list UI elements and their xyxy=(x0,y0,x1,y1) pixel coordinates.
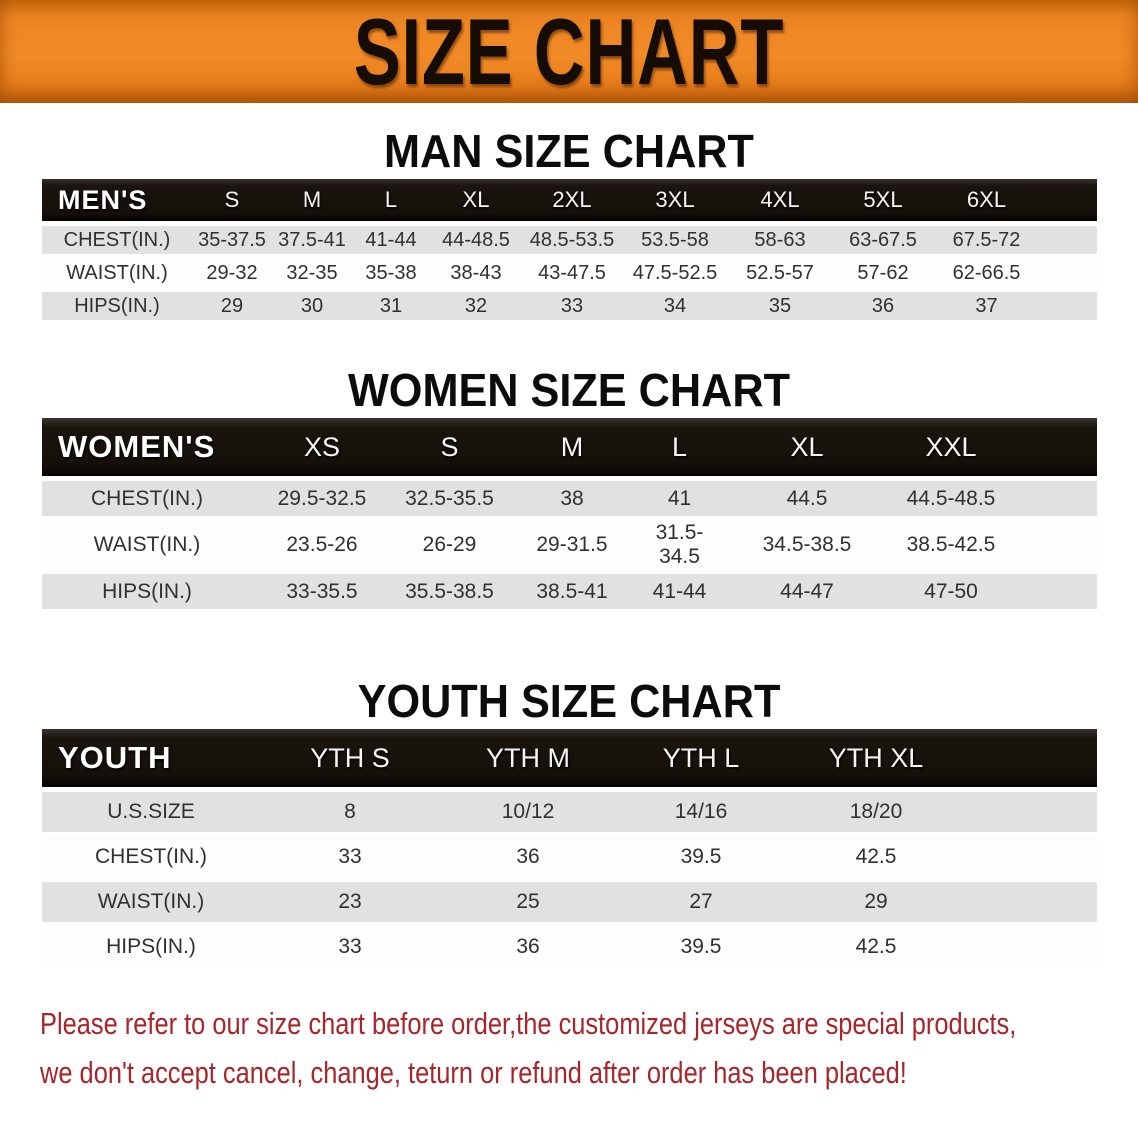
size-value-cell: 38 xyxy=(560,486,584,510)
size-value-cell: 8 xyxy=(344,800,356,823)
man-section-title: MAN SIZE CHART xyxy=(384,125,754,177)
size-column-header: YTH L xyxy=(662,742,740,773)
size-value-cell: 35-37.5 xyxy=(198,228,266,251)
size-value-cell: 23.5-26 xyxy=(286,533,358,556)
row-label: CHEST(IN.) xyxy=(91,486,203,510)
size-value-cell: 35.5-38.5 xyxy=(405,579,494,603)
spacer-cell xyxy=(966,729,1097,787)
size-value-cell: 38.5-41 xyxy=(536,579,608,603)
size-column-header: S xyxy=(224,187,240,212)
row-label: HIPS(IN.) xyxy=(106,935,196,958)
youth-group-label: YOUTH xyxy=(58,740,172,775)
size-value-cell: 36 xyxy=(516,935,540,958)
size-value-cell: 58-63 xyxy=(754,228,806,251)
size-value-cell: 47-50 xyxy=(924,579,978,603)
size-value-cell: 38.5-42.5 xyxy=(906,533,996,556)
size-value-cell: 29-32 xyxy=(206,261,258,284)
row-label: WAIST(IN.) xyxy=(93,533,201,556)
size-value-cell: 32-35 xyxy=(286,261,338,284)
size-value-cell: 33 xyxy=(560,294,584,317)
size-value-cell: 25 xyxy=(516,890,540,913)
spacer-cell xyxy=(1010,521,1097,569)
size-value-cell: 44-48.5 xyxy=(442,228,510,251)
youth-header-row xyxy=(42,729,1097,787)
size-column-header: YTH M xyxy=(486,742,570,773)
size-value-cell: 35 xyxy=(768,294,792,317)
size-value-cell: 39.5 xyxy=(680,845,722,868)
size-value-cell: 44.5 xyxy=(786,486,828,510)
banner xyxy=(0,0,1138,103)
size-value-cell: 27 xyxy=(689,890,713,913)
men-hips-row xyxy=(42,292,1097,320)
men-size-table xyxy=(42,174,1097,325)
size-column-header: L xyxy=(671,431,688,462)
size-value-cell: 63-67.5 xyxy=(849,228,917,251)
row-label: CHEST(IN.) xyxy=(63,228,171,251)
size-value-cell: 32.5-35.5 xyxy=(405,486,494,510)
size-value-cell: 52.5-57 xyxy=(746,261,814,284)
size-value-cell: 10/12 xyxy=(501,800,555,823)
size-column-header: 5XL xyxy=(863,187,903,212)
size-value-cell: 57-62 xyxy=(857,261,909,284)
size-value-cell: 41-44 xyxy=(365,228,417,251)
size-column-header: M xyxy=(302,187,322,212)
spacer-cell xyxy=(966,927,1097,967)
size-value-cell: 29.5-32.5 xyxy=(277,486,367,510)
size-value-cell: 62-66.5 xyxy=(952,261,1021,284)
size-value-cell: 30 xyxy=(300,294,324,317)
row-label: HIPS(IN.) xyxy=(74,294,160,317)
women-group-label: WOMEN'S xyxy=(58,429,216,464)
size-value-cell: 33 xyxy=(338,935,362,958)
size-value-cell: 33-35.5 xyxy=(286,579,358,603)
size-column-header: 2XL xyxy=(552,187,592,212)
men-header-row xyxy=(42,179,1097,221)
size-column-header: 4XL xyxy=(760,187,800,212)
spacer-cell xyxy=(1010,481,1097,516)
disclaimer-line-2: we don't accept cancel, change, teturn or refund after order has been placed! xyxy=(40,1055,907,1090)
size-column-header: YTH XL xyxy=(828,742,924,773)
size-value-cell: 44-47 xyxy=(780,579,834,603)
size-value-cell: 33 xyxy=(338,845,362,868)
women-section-title: WOMEN SIZE CHART xyxy=(347,364,790,416)
women-size-table xyxy=(42,413,1097,614)
size-value-cell: 36 xyxy=(871,294,895,317)
size-value-cell: 14/16 xyxy=(674,800,728,823)
size-value-cell: 67.5-72 xyxy=(952,228,1021,251)
youth-chest-row xyxy=(42,837,1097,877)
size-value-cell: 26-29 xyxy=(422,533,477,556)
size-value-cell: 37 xyxy=(975,294,998,317)
size-value-cell: 29-31.5 xyxy=(536,533,608,556)
youth-size-table xyxy=(42,724,1097,972)
size-column-header: XXL xyxy=(925,431,977,462)
size-value-cell: 32 xyxy=(464,294,488,317)
spacer-cell xyxy=(966,837,1097,877)
size-value-cell: 37.5-41 xyxy=(278,228,346,251)
banner-title: SIZE CHART xyxy=(353,0,785,104)
size-value-cell: 29 xyxy=(220,294,244,317)
size-column-header: S xyxy=(440,431,459,462)
size-value-cell: 29 xyxy=(864,890,888,913)
size-value-cell: 31 xyxy=(379,294,403,317)
row-label: HIPS(IN.) xyxy=(102,579,192,603)
spacer-cell xyxy=(1010,574,1097,609)
size-value-cell: 42.5 xyxy=(855,935,897,958)
size-column-header: M xyxy=(560,431,584,462)
row-label: WAIST(IN.) xyxy=(66,261,168,284)
women-hips-row xyxy=(42,574,1097,609)
size-value-cell: 39.5 xyxy=(680,935,722,958)
size-column-header: XL xyxy=(790,431,824,462)
size-column-header: YTH S xyxy=(310,742,390,773)
row-label: CHEST(IN.) xyxy=(95,845,207,868)
size-value-cell: 47.5-52.5 xyxy=(632,261,718,284)
size-value-cell: 42.5 xyxy=(855,845,897,868)
size-column-header: 3XL xyxy=(655,187,695,212)
size-value-cell: 31.5-34.5 xyxy=(655,521,704,568)
size-value-cell: 43-47.5 xyxy=(538,261,606,284)
size-value-cell: 44.5-48.5 xyxy=(906,486,996,510)
size-value-cell: 35-38 xyxy=(365,261,417,284)
row-label: U.S.SIZE xyxy=(107,800,195,823)
size-value-cell: 53.5-58 xyxy=(641,228,709,251)
men-waist-row xyxy=(42,259,1097,287)
size-value-cell: 36 xyxy=(516,845,540,868)
men-chest-row xyxy=(42,226,1097,254)
youth-waist-row xyxy=(42,882,1097,922)
spacer-cell xyxy=(1039,259,1097,287)
spacer-cell xyxy=(966,882,1097,922)
women-waist-row xyxy=(42,521,1097,569)
size-value-cell: 41 xyxy=(667,486,692,510)
men-group-label: MEN'S xyxy=(58,184,148,215)
spacer-cell xyxy=(966,792,1097,832)
size-column-header: L xyxy=(384,187,398,212)
spacer-cell xyxy=(1039,179,1097,221)
size-value-cell: 23 xyxy=(338,890,362,913)
youth-hips-row xyxy=(42,927,1097,967)
youth-ussize-row xyxy=(42,792,1097,832)
women-header-row xyxy=(42,418,1097,476)
size-column-header: XL xyxy=(462,187,490,212)
size-value-cell: 34.5-38.5 xyxy=(762,533,852,556)
size-column-header: XS xyxy=(303,431,341,462)
disclaimer-line-1: Please refer to our size chart before order,the customized jerseys are special products, xyxy=(40,1006,1017,1041)
row-label: WAIST(IN.) xyxy=(97,890,205,913)
size-column-header: 6XL xyxy=(966,187,1007,212)
spacer-cell xyxy=(1039,292,1097,320)
women-chest-row xyxy=(42,481,1097,516)
disclaimer-text xyxy=(40,999,1017,1097)
size-value-cell: 34 xyxy=(663,294,687,317)
size-value-cell: 48.5-53.5 xyxy=(529,228,615,251)
spacer-cell xyxy=(1010,418,1097,476)
size-value-cell: 41-44 xyxy=(652,579,707,603)
youth-section-title: YOUTH SIZE CHART xyxy=(357,675,781,727)
size-value-cell: 18/20 xyxy=(849,800,903,823)
size-value-cell: 38-43 xyxy=(450,261,502,284)
spacer-cell xyxy=(1039,226,1097,254)
